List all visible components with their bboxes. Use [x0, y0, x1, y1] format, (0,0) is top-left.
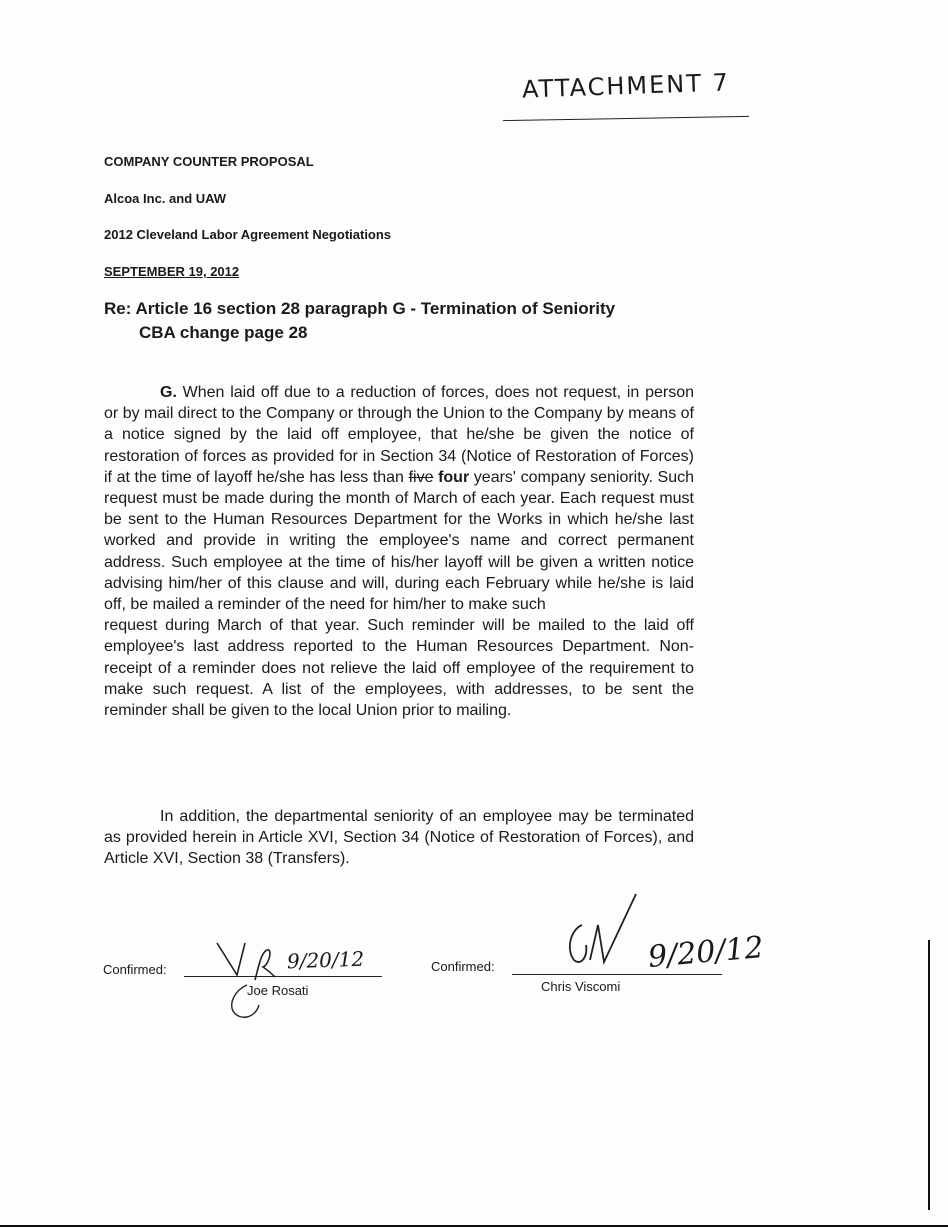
paragraph-text-b: years' company seniority. Such request must be made during the month of March of each year. Each request must be sent to the Human Resources Department for the Works in which he/she last worked and provide in writing the employee's name and correct permanent address. Such employee at the time of his/her layoff will be given a written notice advising him/her of this clause and will, during each February while he/she is laid off, be mailed a reminder of the need for him/her to make such	[104, 468, 694, 614]
signature-line-left	[184, 976, 382, 977]
negotiations-line: 2012 Cleveland Labor Agreement Negotiations	[104, 227, 392, 242]
handwritten-date-left: 9/20/12	[286, 946, 365, 974]
parties-line: Alcoa Inc. and UAW	[104, 191, 227, 206]
proposal-title: COMPANY COUNTER PROPOSAL	[104, 154, 314, 169]
attachment-note: ATTACHMENT 7	[521, 68, 731, 104]
signature-chris-viscomi	[560, 890, 650, 970]
scan-edge-right	[928, 940, 930, 1210]
paragraph-addition-text: In addition, the departmental seniority of an employee may be terminated as provided herein in Article XVI, Section 34 (Notice of Restoration of Forces), and Article XVI, Section 38 (Transfers).	[104, 808, 694, 868]
paragraph-addition	[104, 806, 694, 870]
confirmed-label-left: Confirmed:	[103, 962, 167, 977]
re-subject	[104, 297, 615, 345]
paragraph-label: G.	[160, 384, 177, 401]
scan-edge-bottom	[0, 1225, 948, 1227]
re-line-1: Re: Article 16 section 28 paragraph G - Termination of Seniority	[104, 299, 616, 318]
struck-word: five	[408, 468, 434, 486]
paragraph-text-c: request during March of that year. Such reminder will be mailed to the laid off employee's last address reported to the Human Resources Department. Non-receipt of a reminder does not relieve the laid off employee of the requirement to make such request. A list of the employees, with addresses, to be sent the reminder shall be given to the local Union prior to mailing.	[104, 617, 694, 720]
confirmed-label-right: Confirmed:	[431, 959, 495, 974]
paragraph-g	[104, 382, 694, 721]
signature-line-right	[512, 974, 722, 975]
re-line-2: CBA change page 28	[139, 323, 308, 342]
attachment-underline	[503, 116, 749, 121]
signer-name-left: Joe Rosati	[247, 983, 309, 998]
signature-joe-rosati	[215, 935, 275, 1025]
signer-name-right: Chris Viscomi	[541, 979, 621, 994]
handwritten-date-right: 9/20/12	[646, 930, 765, 975]
inserted-word: four	[438, 468, 470, 486]
proposal-date: SEPTEMBER 19, 2012	[104, 264, 240, 279]
paragraph-text-a: When laid off due to a reduction of forces, does not request, in person or by mail direct to the Company or through the Union to the Company by means of a notice signed by the laid off employee, that he/she be given the notice of restoration of forces as provided for in Section 34 (Notice of Restoration of Forces) if at the time of layoff he/she has less than	[104, 384, 694, 486]
